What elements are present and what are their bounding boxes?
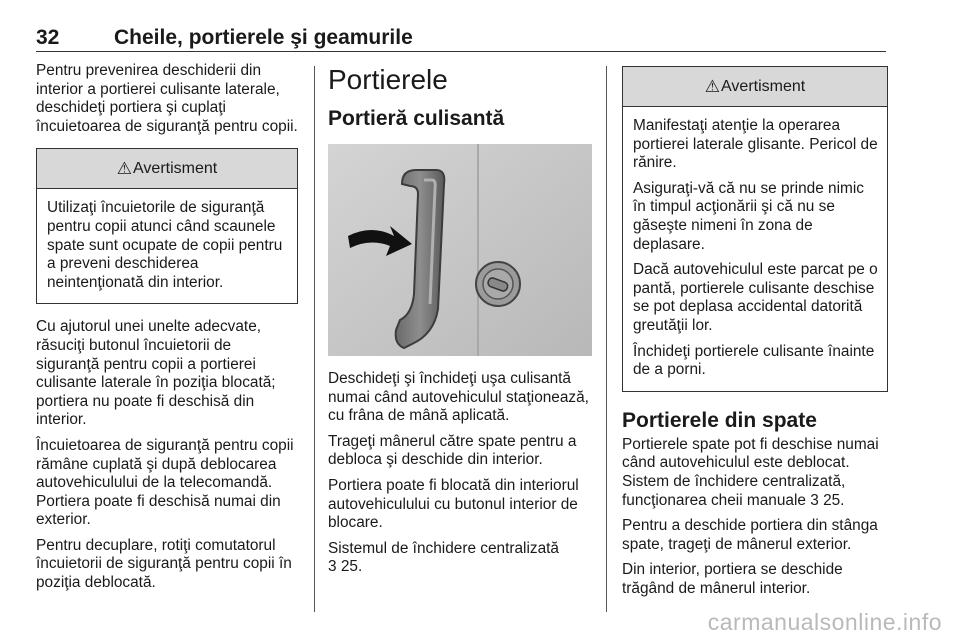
warning-text: Dacă autovehiculul este parcat pe o pantă, portierele culisante deschise se pot deplasa accidental datorită greutăţii lor. — [633, 261, 878, 334]
warning-title: Avertisment — [721, 77, 806, 95]
section-title: Portierele — [328, 64, 448, 95]
warning-text: Utilizaţi încuietorile de siguranţă pentru copii atunci când scaunele spate sunt ocupate de copii pentru a preveni deschiderea neintenţionată din interior. — [47, 199, 283, 291]
warning-box-child-lock — [36, 148, 298, 304]
paragraph: Portierele spate pot fi deschise numai când autovehiculul este deblocat. Sistem de închidere centralizată, funcţionarea cheii manuale 3 25. — [622, 435, 879, 509]
sliding-door-handle-illustration — [328, 144, 592, 356]
paragraph: Din interior, portiera se deschide trăgând de mânerul interior. — [622, 561, 843, 597]
paragraph-central-locking-ref — [328, 540, 592, 577]
paragraph: Deschideţi şi închideţi uşa culisantă numai când autovehiculul staţionează, cu frâna de mână aplicată. — [328, 370, 589, 425]
paragraph: Portiera poate fi blocată din interiorul autovehiculului cu butonul interior de blocare. — [328, 476, 579, 532]
subsection-title: Portieră culisantă — [328, 107, 505, 130]
reference-text: Sistemul de închidere centralizată — [328, 539, 559, 557]
warning-body — [623, 107, 887, 391]
paragraph: Încuietoarea de siguranţă pentru copii rămâne cuplată şi după deblocarea autovehiculului de la telecomandă. Portiera poate fi deschisă numai din exterior. — [36, 436, 294, 529]
paragraph: Trageţi mânerul către spate pentru a debloca şi deschide din interior. — [328, 432, 577, 469]
subsection-title: Portierele din spate — [622, 408, 817, 432]
page-header — [36, 26, 886, 52]
warning-body — [37, 189, 297, 303]
warning-triangle-icon: ⚠ — [116, 158, 133, 178]
page-reference-link[interactable]: 3 25. — [328, 558, 363, 576]
column-right — [622, 66, 888, 605]
warning-box-sliding-door — [622, 66, 888, 392]
paragraph: Pentru a deschide portiera din stânga spate, trageţi de mânerul exterior. — [622, 517, 878, 553]
warning-text: Manifestaţi atenţie la operarea portierei laterale glisante. Pericol de rănire. — [633, 117, 878, 172]
door-handle-drawing — [328, 144, 592, 356]
warning-triangle-icon: ⚠ — [704, 76, 721, 96]
warning-title: Avertisment — [133, 159, 218, 177]
column-divider — [606, 66, 607, 612]
warning-text: Închideţi portierele culisante înainte de a porni. — [633, 342, 875, 379]
warning-header — [37, 149, 297, 189]
column-left — [36, 62, 298, 600]
paragraph: Pentru decuplare, rotiţi comutatorul încuietorii de siguranţă pentru copii în poziţia deblocată. — [36, 536, 292, 592]
warning-text: Asiguraţi-vă că nu se prinde nimic în timpul acţionării şi că nu se găseşte nimeni în zona de deplasare. — [633, 179, 864, 253]
column-middle — [328, 62, 592, 577]
watermark: carmanualsonline.info — [707, 609, 942, 635]
column-divider — [314, 66, 315, 612]
paragraph: Cu ajutorul unei unelte adecvate, răsuciţi butonul încuietorii de siguranţă pentru copii a portierei culisante laterale în poziţia blocată; portiera nu poate fi deschisă din interior. — [36, 318, 276, 429]
page-number: 32 — [36, 26, 60, 49]
chapter-title: Cheile, portierele şi geamurile — [114, 26, 413, 49]
intro-paragraph: Pentru prevenirea deschiderii din interior a portierei culisante laterale, deschideţi portiera şi cuplaţi încuietoarea de siguranţă pentru copii. — [36, 62, 298, 135]
warning-header — [623, 67, 887, 107]
